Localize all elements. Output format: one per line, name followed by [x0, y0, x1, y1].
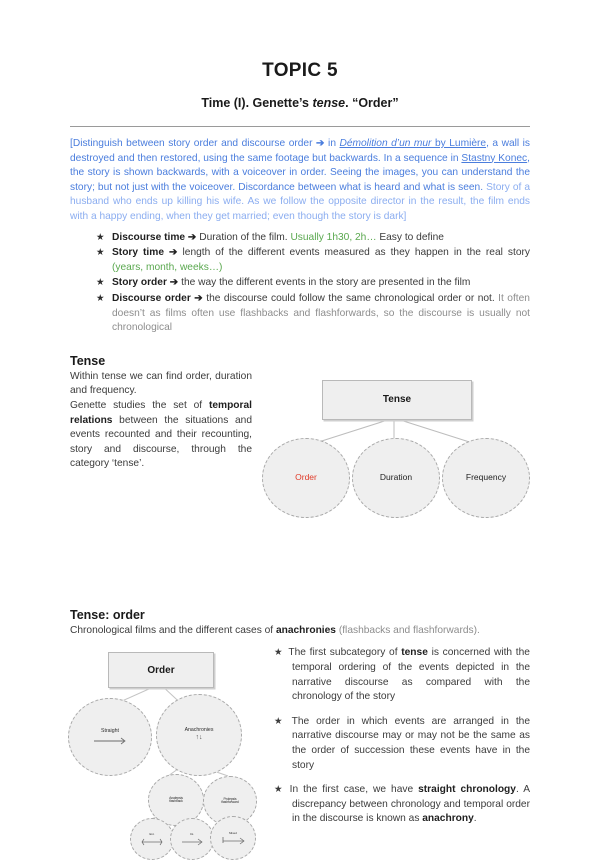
arrow-icon: ➔ [169, 277, 179, 289]
tense-diagram [260, 376, 528, 516]
tense-para-2-b: between the situations and events recounted and their recounting, story and discourse, through the category ‘tense’. [70, 414, 252, 470]
subtitle-italic: tense [312, 96, 346, 110]
order-circle-analepsis-sub: flashback [169, 799, 183, 804]
film-title-demolition: Démolition d’un mur [339, 138, 432, 149]
tense-circle-frequency [442, 438, 530, 518]
list-item [96, 231, 530, 246]
order-body-text [262, 646, 530, 827]
order-circle-small-1-label: Ext. [149, 831, 155, 836]
order-intro-a: Chronological films and the different cases of [70, 624, 276, 636]
order-circle-small-2-label: Int. [189, 831, 195, 836]
intro-s2: in [324, 138, 340, 149]
tense-block [70, 370, 530, 482]
star-icon: ★ [274, 784, 285, 796]
term-text: the discourse could follow the same chronological order or not. [202, 292, 499, 304]
tense-circle-order [262, 438, 350, 518]
order-intro-bold: anachronies [275, 624, 336, 636]
order-bullet-3 [262, 783, 530, 827]
tense-box: Tense [322, 380, 472, 420]
star-icon: ★ [274, 647, 284, 659]
arrow-icon: ➔ [316, 138, 325, 149]
order-circle-prolepsis-label: Prolepsis [223, 796, 237, 801]
order-bullet-3-a: In the first case, we have [289, 784, 419, 796]
star-icon: ★ [274, 715, 287, 727]
section-heading-tense: Tense [70, 353, 106, 368]
star-icon: ★ [96, 231, 105, 243]
order-intro-grey: (flashbacks and flashforwards). [338, 624, 480, 636]
order-bullet-1-a: The first subcategory of [288, 647, 402, 659]
term-label: Discourse order [112, 292, 191, 304]
order-bullet-2 [262, 715, 530, 773]
section-heading-tense-order: Tense: order [70, 607, 145, 622]
term-label: Discourse time [112, 231, 186, 243]
arrow-icon: ➔ [168, 247, 178, 259]
order-circle-anachronies-arrows: ↑↓ [195, 734, 203, 742]
tense-para-1: Within tense we can find order, duration and frequency. [70, 370, 252, 397]
order-bullet-3-bold-tail: anachrony [422, 813, 474, 825]
term-text: the way the different events in the story are presented in the film [178, 277, 471, 289]
order-circle-straight-label: Straight [101, 728, 119, 735]
reach-sketch-3 [220, 835, 246, 845]
order-circle-prolepsis-sub: flashforward [221, 800, 239, 805]
order-circle-analepsis-label: Analepsis [169, 795, 183, 800]
term-label: Story time [112, 247, 164, 259]
reach-sketch-1 [140, 836, 164, 846]
term-label: Story order [112, 277, 167, 289]
tense-body-text [70, 370, 252, 472]
term-text: Duration of the film. [196, 231, 291, 243]
order-box: Order [108, 652, 214, 688]
tense-circle-frequency-label: Frequency [465, 471, 507, 482]
order-bullet-2-a: The order in which events are arranged in the narrative discourse may or may not be the same as the order of succession these events have in the story [291, 715, 530, 771]
intro-s5: , the story is shown backwards, with a voiceover in order. Seeing the images, you can understand the story; but not just with the voiceover. Discordance between what is heard and what is seen. [70, 152, 530, 193]
intro-faded: Story of a husband who ends up killing his wife. As we follow the opposite director in the result, the film ends with a happy ending, when they get married; even though the story is dark] [70, 181, 530, 222]
term-note-grey: It often doesn’t as films often use flashbacks and flashforwards, so the discourse is usually not chronological [112, 292, 530, 334]
order-circle-small-1 [130, 818, 174, 860]
reach-sketch-2 [180, 836, 204, 846]
order-bullet-1-bold: tense [401, 647, 428, 659]
divider [70, 126, 530, 127]
intro-s3: by Lumière [431, 138, 487, 149]
order-circle-straight [68, 698, 152, 776]
order-bullet-1-b: is concerned with the temporal ordering of the events depicted in the narrative discourse as compared with the chronology of the story [292, 647, 530, 703]
list-item [96, 276, 530, 291]
page-subtitle [70, 96, 530, 110]
list-item [96, 246, 530, 275]
order-bullet-3-b: . A discrepancy between chronology and temporal order in the discourse is known as [292, 784, 530, 825]
order-circle-small-3 [210, 816, 256, 860]
straight-line-sketch [93, 737, 127, 745]
arrow-icon: ➔ [194, 292, 203, 304]
page-title: TOPIC 5 [262, 60, 338, 81]
tense-para-2 [70, 399, 252, 472]
star-icon: ★ [96, 247, 105, 259]
order-bullet-3-bold: straight chronology [418, 784, 516, 796]
star-icon: ★ [96, 292, 105, 304]
tense-para-2-bold: temporal relations [70, 399, 252, 426]
order-bullet-3-tail: . [473, 813, 477, 825]
order-circle-small-2 [170, 818, 214, 860]
time-terms-list [70, 231, 530, 336]
order-diagram [68, 646, 264, 846]
tense-circle-duration-label: Duration [379, 471, 413, 482]
term-note: (years, month, weeks…) [112, 261, 223, 273]
page-content [70, 60, 530, 852]
star-icon: ★ [96, 277, 105, 289]
order-bullet-1 [262, 646, 530, 704]
order-circle-anachronies [156, 694, 242, 776]
term-text: length of the different events measured as they happen in the real story [177, 247, 530, 259]
intro-s4: , a wall is destroyed and then restored, using the same footage but backwards. In a sequence in [70, 138, 530, 164]
tense-circle-order-label: Order [295, 471, 317, 482]
intro-s1: [Distinguish between story order and discourse order [70, 138, 316, 149]
subtitle-post: . “Order” [345, 96, 399, 110]
order-block [70, 642, 530, 852]
order-circle-anachronies-label: Anachronies [184, 727, 214, 734]
intro-paragraph [70, 137, 530, 225]
arrow-icon: ➔ [187, 231, 197, 243]
term-text-tail: Easy to define [376, 231, 444, 243]
tense-circle-duration [352, 438, 440, 518]
order-intro [70, 624, 530, 639]
term-note: Usually 1h30, 2h… [290, 231, 377, 243]
order-circle-small-3-label: Mixed [229, 830, 237, 835]
subtitle-pre: Time (I). Genette’s [201, 96, 313, 110]
list-item [96, 292, 530, 336]
tense-para-2-a: Genette studies the set of [70, 399, 209, 411]
film-title-stastny: Stastny Konec [461, 152, 528, 164]
